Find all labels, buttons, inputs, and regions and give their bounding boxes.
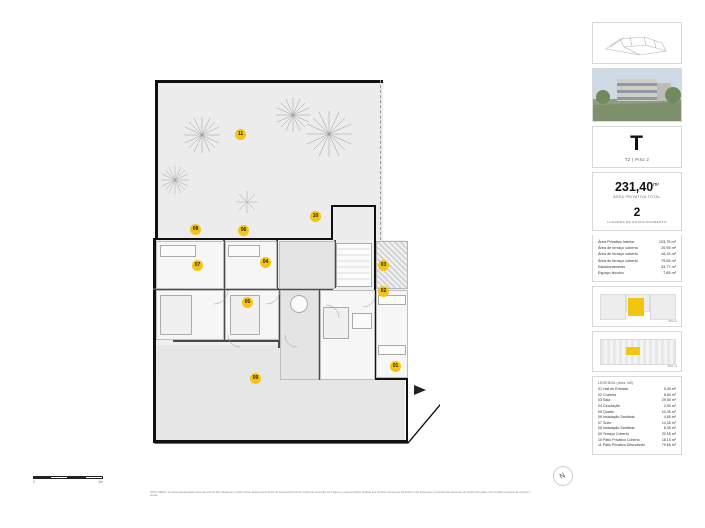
legend-value: 29,55 m² <box>661 398 676 403</box>
legend-label: 02 Cozinha <box>598 392 617 397</box>
building-isometric <box>592 22 682 64</box>
legend-value: 18,15 m² <box>661 437 676 442</box>
stair-treads <box>336 243 370 285</box>
outdoor-terrace <box>155 80 383 243</box>
legend-value: 4,65 m² <box>663 415 676 420</box>
north-label: N <box>559 471 567 481</box>
keyplan-level-label: Piso 2 <box>668 319 677 324</box>
area-label: Área Privativa Interior <box>598 240 635 244</box>
typology-sub: T2 | Piso 2 <box>624 157 650 162</box>
keyplan-level-label: Piso -3 <box>667 364 677 369</box>
photo-image <box>593 69 682 121</box>
scale-label-max: 5m <box>98 480 103 484</box>
isometric-icon <box>600 27 674 59</box>
building-photo <box>592 68 682 122</box>
legend-value: 79,65 m² <box>661 443 676 448</box>
floor-plan <box>60 45 530 475</box>
keyplan-highlight <box>626 347 640 355</box>
scale-bar-graphic <box>33 476 103 479</box>
legend-label: 07 Suíte <box>598 420 612 425</box>
legend-label: 03 Sala <box>598 398 611 403</box>
total-area-card <box>592 172 682 231</box>
legend-label: 10 Pátio Privativo Coberto <box>598 437 640 442</box>
legend-label: 04 Circulação <box>598 404 620 408</box>
area-value: 79,55 m² <box>661 258 676 263</box>
room-marker: 03 <box>378 260 389 271</box>
legend-title: LEGENDA (área útil) <box>598 381 634 386</box>
room-marker: 04 <box>260 257 271 268</box>
terrace-outline <box>150 375 440 485</box>
legend-label: 08 Instalação Sanitária <box>598 426 635 431</box>
tree-icon <box>160 165 190 195</box>
legend-label: 06 Instalação Sanitária <box>598 415 635 420</box>
legend-value: 6,60 m² <box>663 392 676 397</box>
areas-table <box>592 235 682 282</box>
parking-caption: LUGARES DE ESTACIONAMENTO <box>607 220 667 224</box>
wall <box>331 205 376 207</box>
north-arrow-icon <box>553 466 573 486</box>
terrace-edge-dashed <box>380 80 381 240</box>
room-marker: 11 <box>235 129 246 140</box>
info-panel <box>592 22 682 455</box>
legend-label: 11 Pátio Privativo Descoberto <box>598 443 646 448</box>
legend <box>592 376 682 455</box>
room-marker: 09 <box>250 373 261 384</box>
typology-card <box>592 126 682 168</box>
keyplan-highlight <box>628 298 644 316</box>
total-area-value: $231,40^{m^2}$ <box>614 180 660 194</box>
legend-label: 09 Terraço Coberto <box>598 431 629 436</box>
scale-bar <box>33 476 103 484</box>
section-arrow-icon <box>412 383 428 397</box>
room-marker: 01 <box>390 361 401 372</box>
area-label: Área de terraço coberto <box>598 258 638 263</box>
room-marker: 07 <box>192 260 203 271</box>
legend-value: 2,90 m² <box>663 404 676 408</box>
legend-label: 01 Hall de Entrada <box>598 387 628 392</box>
legend-item <box>598 443 676 449</box>
area-label: Área de terraço coberto <box>598 246 638 251</box>
area-unit: m² <box>653 181 660 188</box>
room-marker: 06 <box>238 225 249 236</box>
keyplan-level-1 <box>592 286 682 327</box>
area-value: 103,75 m² <box>658 240 676 244</box>
parking-count: 2 <box>633 205 641 219</box>
table-row <box>598 270 676 276</box>
area-label: Estacionamento <box>598 264 626 269</box>
legend-label: 05 Quarto <box>598 409 614 414</box>
area-value: 7,65 m² <box>663 271 676 276</box>
legend-value: 14,35 m² <box>661 420 676 425</box>
tree-icon <box>182 115 222 155</box>
room-marker: 10 <box>310 211 321 222</box>
area-value: 33,77 m² <box>661 264 676 269</box>
room-marker: 05 <box>242 297 253 308</box>
area-label: Área de terraço coberto <box>598 252 638 257</box>
legend-value: 20,95 m² <box>661 431 676 436</box>
keyplan-level-2 <box>592 331 682 372</box>
room-marker: 02 <box>378 286 389 297</box>
legend-value: 6,35 m² <box>663 426 676 431</box>
tree-icon <box>235 190 259 214</box>
room-marker: 08 <box>190 224 201 235</box>
tree-icon <box>305 110 353 158</box>
scale-label-min: 0 <box>33 480 35 484</box>
area-label: Espaço técnico <box>598 271 624 276</box>
typology-letter: T <box>630 132 644 155</box>
area-value: 20,95 m² <box>661 246 676 251</box>
footnote: NOTA GERAL: As áreas apresentadas neste documento são indicativas e podem sofrer ajustes decorrentes do desenvolvimento do projeto de execução. As imagens e representações gráficas têm carácter meramente ilustrativo e não dispensam a consulta dos elementos do projeto licenciado e do contrato promessa de compra e venda. <box>150 490 531 498</box>
total-area-caption: ÁREA PRIVATIVA TOTAL <box>613 195 661 199</box>
area-value: 18,15 m² <box>661 252 676 257</box>
legend-value: 10,35 m² <box>661 409 676 414</box>
legend-value: 5,40 m² <box>663 387 676 392</box>
